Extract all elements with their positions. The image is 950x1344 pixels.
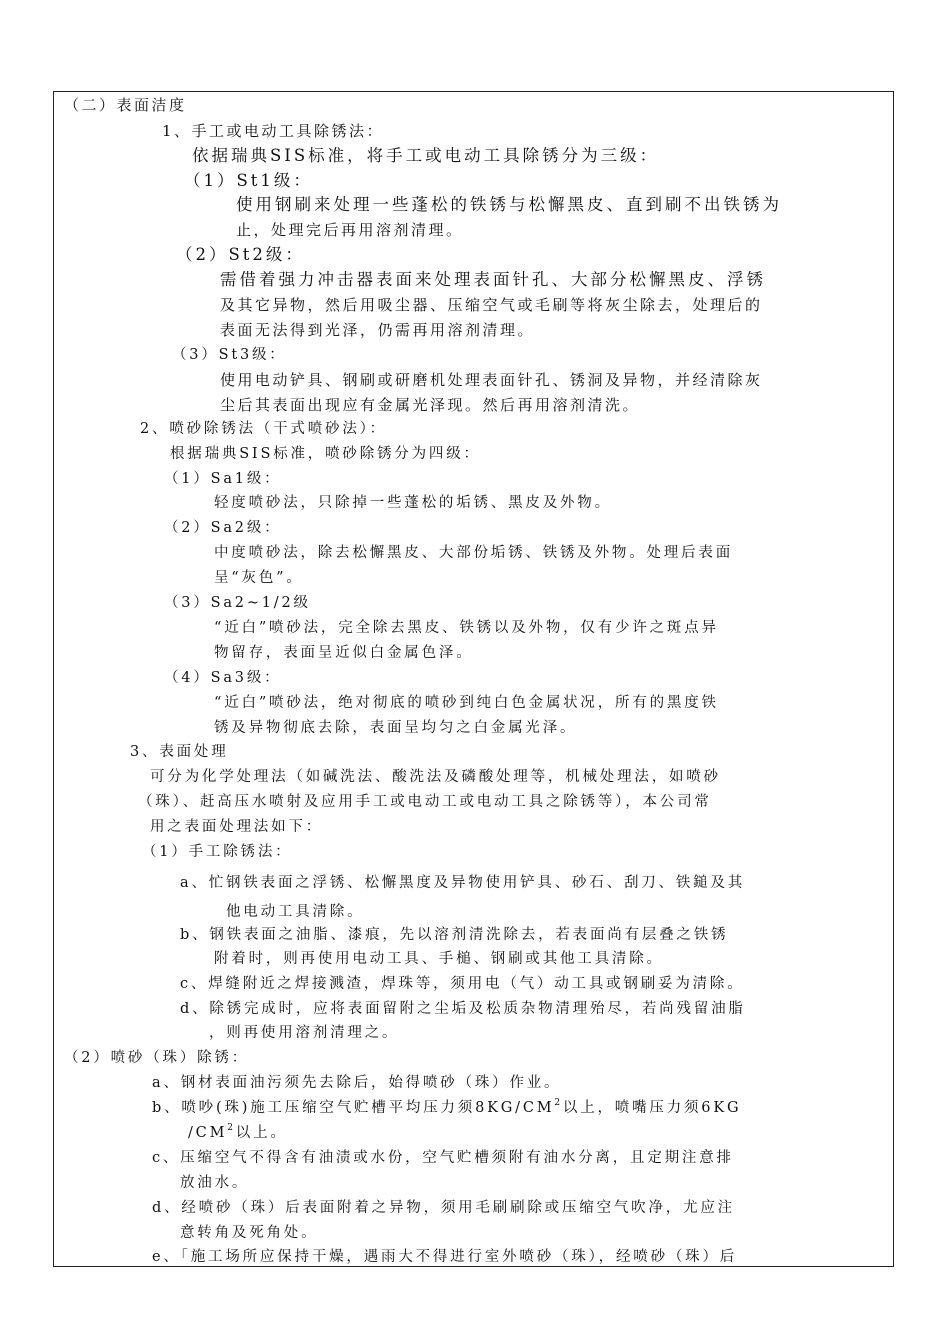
manual-item-a: 他电动工具清除。 [226, 904, 365, 920]
sand-item-b-text: /CM [188, 1125, 228, 1141]
sand-item-a: a、钢材表面油污须先去除后，始得喷砂（珠）作业。 [152, 1075, 562, 1091]
sa3-line: 锈及异物彻底去除，表面呈均匀之白金属光泽。 [214, 720, 578, 736]
st2-line: 及其它异物，然后用吸尘器、压缩空气或毛刷等将灰尘除去，处理后的 [220, 296, 763, 314]
manual-item-b: b、钢铁表面之油脂、漆痕，先以溶剂清洗除去，若表面尚有层叠之铁锈 [180, 927, 729, 943]
sa3-line: “近白”喷砂法，绝对彻底的喷砂到纯白色金属状况，所有的黑度铁 [214, 695, 719, 711]
st1-label: （1）St1级： [184, 171, 313, 190]
sand-item-c: c、压缩空气不得含有油渍或水份，空气贮槽须附有油水分离，且定期注意排 [152, 1150, 734, 1166]
sand-label: （2）喷砂（珠）除锈： [64, 1050, 250, 1066]
superscript: 2 [554, 1098, 563, 1108]
sa2-line: 中度喷砂法，除去松懈黑皮、大部份垢锈、铁锈及外物。处理后表面 [214, 545, 733, 561]
sand-item-b-tail: 以上，喷嘴压力须6KG [562, 1100, 742, 1116]
manual-item-d: ，则再使用溶剂清理之。 [209, 1025, 400, 1041]
st3-line: 使用电动铲具、钢刷或研磨机处理表面针孔、锈洞及异物，并经清除灰 [220, 371, 763, 389]
st2-label: （2）St2级： [176, 245, 305, 264]
manual-item-c: c、焊缝附近之焊接溅渣，焊珠等，须用电（气）动工具或钢刷妥为清除。 [180, 976, 745, 992]
treat-line: （珠）、赶高压水喷射及应用手工或电动工或电动工具之除锈等），本公司常 [138, 794, 712, 810]
st1-line: 使用钢刷来处理一些蓬松的铁锈与松懈黑皮、直到刷不出铁锈为 [236, 195, 782, 214]
st3-line: 尘后其表面出现应有金属光泽现。然后再用溶剂清洗。 [220, 396, 641, 414]
sand-item-e: e、「施工场所应保持干燥，遇雨大不得进行室外喷砂（珠），经喷砂（珠）后 [152, 1249, 738, 1265]
sand-item-c: 放油水。 [180, 1175, 250, 1191]
sand-item-b [152, 1098, 741, 1118]
document-frame [53, 91, 894, 1267]
sa25-line: “近白”喷砂法，完全除去黑皮、铁锈以及外物，仅有少许之斑点异 [214, 620, 719, 636]
sand-item-b-tail: 以上。 [235, 1125, 288, 1141]
treat-line: 可分为化学处理法（如碱洗法、酸洗法及磷酸处理等，机械处理法，如喷砂 [150, 769, 721, 785]
sand-item-d: d、经喷砂（珠）后表面附着之异物，须用毛刷刷除或压缩空气吹净，尤应注 [152, 1200, 735, 1216]
manual-item-a: a、忙钢铁表面之浮锈、松懈黑度及异物使用铲具、砂石、刮刀、铁鎚及其 [180, 875, 746, 891]
sa25-label: （3）Sa2~1/2级 [164, 595, 311, 611]
sand-item-b-text: b、喷吵(珠)施工压缩空气贮槽平均压力须8KG/CM [152, 1100, 555, 1116]
manual-label: （1）手工除锈法： [142, 844, 293, 860]
st1-line: 止，处理完后再用溶剂清理。 [236, 221, 464, 239]
hand-tool-intro: 依据瑞典SIS标准，将手工或电动工具除锈分为三级： [192, 146, 660, 165]
st3-label: （3）St3级： [172, 347, 287, 363]
sa2-label: （2）Sa2级： [164, 520, 282, 536]
st2-line: 需借着强力冲击器表面来处理表面针孔、大部分松懈黑皮、浮锈 [220, 270, 766, 289]
manual-item-b: 附着时，则再使用电动工具、手槌、钢刷或其他工具清除。 [214, 951, 664, 967]
blast-heading: 2、喷砂除锈法（干式喷砂法）： [140, 421, 387, 437]
treat-heading: 3、表面处理 [130, 744, 229, 760]
manual-item-d: d、除锈完成时，应将表面留附之尘垢及松质杂物清理殆尽，若尚残留油脂 [180, 1001, 746, 1017]
superscript: 2 [227, 1123, 236, 1133]
section-title: （二）表面洁度 [64, 96, 187, 114]
sa3-label: （4）Sa3级： [164, 670, 282, 686]
treat-line: 用之表面处理法如下： [150, 819, 323, 835]
hand-tool-heading: 1、手工或电动工具除锈法： [162, 122, 385, 140]
sand-item-d: 意转角及死角处。 [180, 1225, 319, 1241]
sa25-line: 物留存，表面呈近似白金属色泽。 [214, 645, 474, 661]
sand-item-b [188, 1123, 288, 1143]
st2-line: 表面无法得到光泽，仍需再用溶剂清理。 [220, 321, 536, 339]
sa1-line: 轻度喷砂法，只除掉一些蓬松的垢锈、黑皮及外物。 [214, 495, 612, 511]
sa2-line: 呈“灰色”。 [214, 570, 304, 586]
blast-intro: 根据瑞典SIS标准，喷砂除锈分为四级： [170, 446, 481, 462]
sa1-label: （1）Sa1级： [164, 471, 282, 487]
